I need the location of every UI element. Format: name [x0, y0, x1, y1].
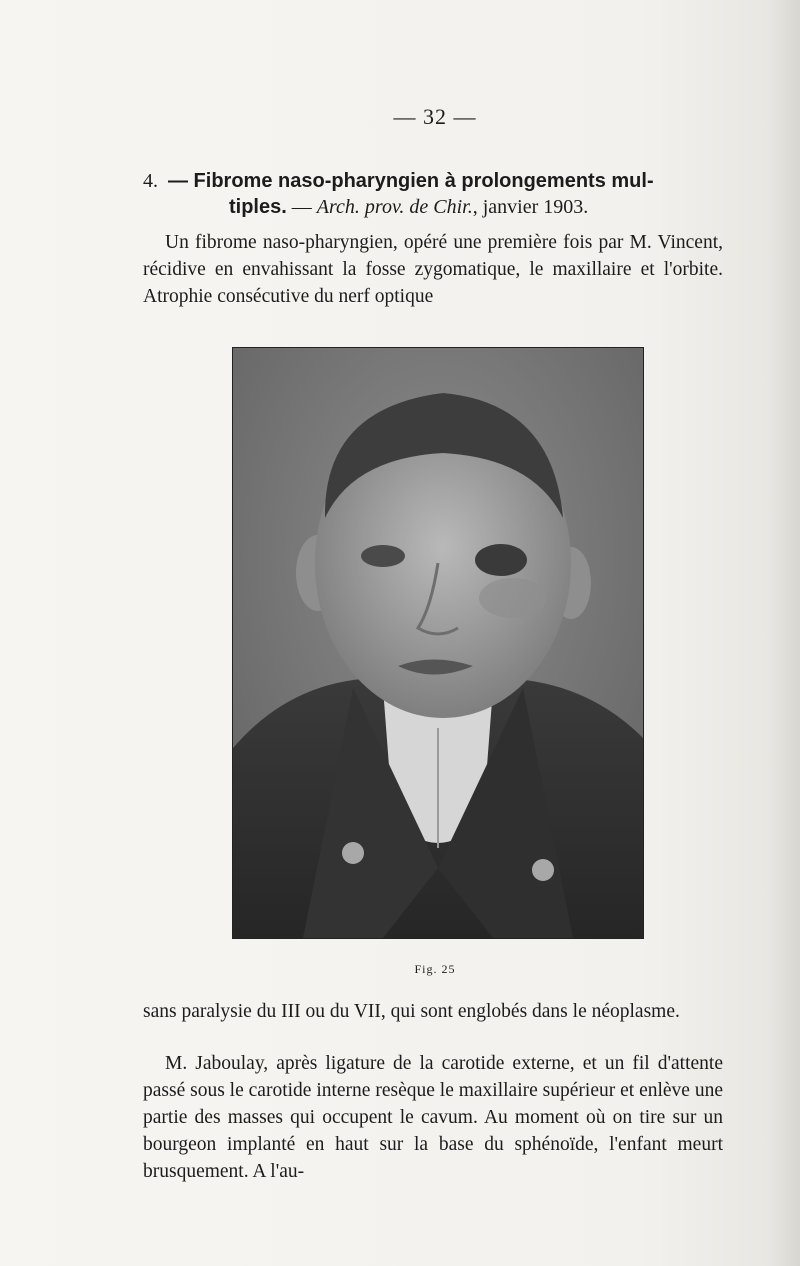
entry-heading-line-2: [143, 194, 723, 220]
patient-photograph: [232, 347, 644, 939]
entry-heading: [143, 168, 723, 220]
page-number: — 32 —: [393, 104, 477, 129]
figure-caption: Fig. 25: [414, 962, 456, 976]
paragraph-text: M. Jaboulay, après ligature de la carotide externe, et un fil d'attente passé sous le carotide interne resèque le maxillaire supérieur et enlève une partie des masses qui occupent le cavum. Au moment où on tire sur un bourgeon implanté en haut sur la base du sphénoïde, l'enfant meurt brusquement. A l'au-: [143, 1053, 723, 1182]
publication-date: , janvier 1903.: [472, 196, 589, 218]
journal-name: Arch. prov. de Chir.: [316, 196, 473, 218]
paragraph-text: Un fibrome naso-pharyngien, opéré une première fois par M. Vincent, récidive en envahissant la fosse zygomatique, le maxillaire et l'orbite. Atrophie consécutive du nerf optique: [143, 232, 723, 307]
entry-title-part-2: tiples.: [229, 196, 287, 218]
entry-title-part-1: — Fibrome naso-pharyngien à prolongements mul-: [168, 170, 654, 192]
entry-heading-line-1: [143, 168, 723, 194]
paragraph-operation: [143, 1050, 723, 1185]
paragraph-text: sans paralysie du III ou du VII, qui sont englobés dans le néoplasme.: [143, 1001, 680, 1022]
paragraph-continuation: [143, 998, 723, 1025]
citation-separator: —: [291, 196, 312, 218]
entry-number: 4.: [143, 170, 158, 192]
paragraph-case-description: [143, 229, 723, 310]
photograph-illustration: [233, 348, 643, 938]
